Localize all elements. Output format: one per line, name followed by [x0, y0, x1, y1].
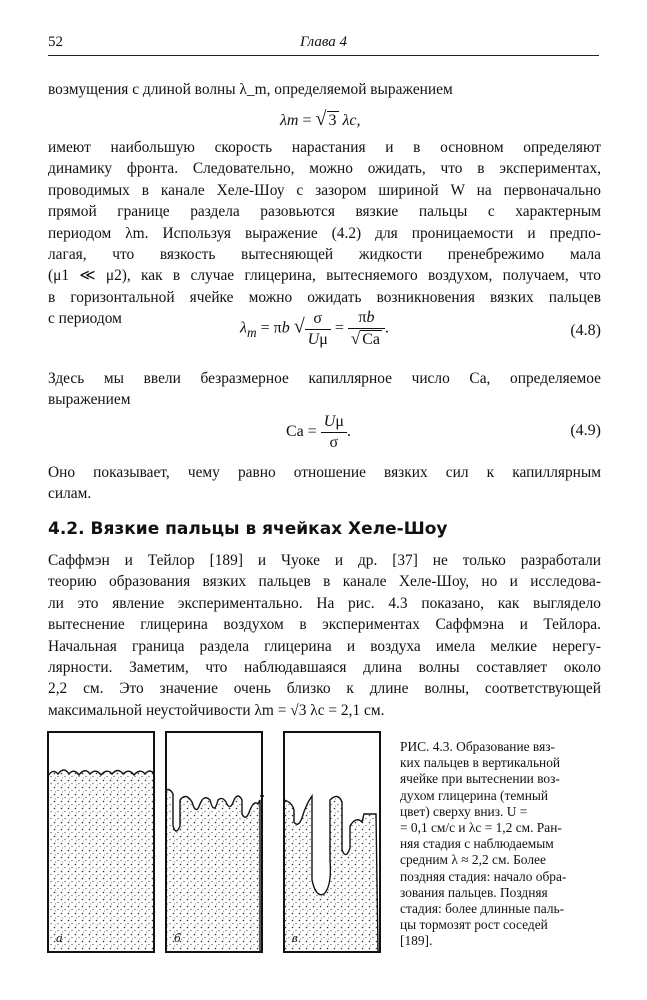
caption-line: РИС. 4.3. Образование вяз- [400, 739, 555, 754]
paragraph-5 [48, 550, 601, 721]
panel-label: в [292, 930, 298, 945]
p5-line: теорию образования вязких пальцев в канале Хеле-Шоу, но и исследова- [48, 573, 601, 591]
p5-line: 2,2 см. Это значение очень близко к длине волны, соответствующей [48, 680, 601, 698]
equation-lambda-m: λm = √ 3 λc, [280, 108, 361, 130]
equation-4-9: Ca = $\frac{U\mu}{\sigma}$ . (4.9) [286, 413, 601, 451]
page-header [48, 34, 599, 54]
paragraph-2 [48, 137, 601, 330]
p2-line: имеют наибольшую скорость нарастания и в основном определяют [48, 139, 601, 156]
p5-line: ли это явление экспериментально. На рис. 4.3 показано, как выглядело [48, 594, 601, 612]
panel-c [284, 732, 380, 952]
p2-line: (μ1 ≪ μ2), как в случае глицерина, вытесняемого воздухом, получаем, что [48, 267, 601, 285]
figure-caption [400, 739, 600, 950]
eq1-tail: λc, [342, 112, 361, 129]
caption-line: духом глицерина (темный [400, 787, 549, 803]
panel-label: а [56, 930, 63, 945]
caption-line: средним λ ≈ 2,2 см. Более [400, 852, 546, 868]
p5-line: максимальной неустойчивости λm = √3 λc = 2,1 см. [48, 701, 385, 719]
paragraph-1: возмущения с длиной волны λ_m, определяемой выражением [48, 81, 453, 98]
section-heading: 4.2. Вязкие пальцы в ячейках Хеле-Шоу [48, 519, 448, 539]
caption-line: зования пальцев. Поздняя [400, 884, 548, 900]
p5-line: Начальная граница раздела глицерина и воздуха имела мелкие нерегу- [48, 637, 601, 655]
p2-line: лагая, что вязкость вытесняющей жидкости пренебрежимо мала [48, 246, 601, 264]
caption-line: [189]. [400, 933, 433, 949]
panel-b [166, 732, 264, 952]
p5-line: вытеснение глицерина воздухом в экспериментах Саффмэна и Тейлора. [48, 616, 601, 634]
p2-line: прямой границе раздела разовьются вязкие пальцы с характерным [48, 203, 601, 221]
p5-line: лярности. Заметим, что наблюдавшаяся длина волны составляет около [48, 659, 601, 677]
p3-line: выражением [48, 391, 131, 409]
equation-number-4-9: (4.9) [570, 422, 601, 439]
p5-line: Саффмэн и Тейлор [189] и Чуоке и др. [37] не только разработали [48, 552, 601, 569]
equation-4-8: $\lambda_m = \pi b$ √ $\frac{\sigma}{U\mu}$ = $\frac{\pi b}{√ Ca}$ . (4.8) [240, 309, 601, 348]
p2-line: проводимых в канале Хеле-Шоу с зазором шириной W на первоначально [48, 181, 601, 199]
panel-label: б [174, 930, 181, 945]
figure-4-3 [46, 730, 396, 960]
equation-number-4-8: (4.8) [570, 322, 601, 339]
caption-line: стадия: более длинные паль- [400, 901, 565, 917]
p2-line: в горизонтальной ячейке можно ожидать возникновения вязких пальцев [48, 288, 601, 306]
p4-line: силам. [48, 485, 92, 503]
p2-line: с периодом [48, 310, 122, 328]
caption-line: ячейке при вытеснении воз- [400, 771, 560, 787]
glycerin-region-b [166, 790, 260, 953]
panel-a [48, 732, 154, 952]
p2-line: динамику фронта. Следовательно, можно ожидать, что в экспериментах, [48, 160, 601, 178]
paragraph-3 [48, 368, 601, 411]
caption-line: поздняя стадия: начало обра- [400, 868, 567, 884]
chapter-title: Глава 4 [299, 34, 348, 50]
p2-line: периодом λm. Используя выражение (4.2) для проницаемости и предпо- [48, 224, 601, 242]
caption-line: няя стадия с наблюдаемым [400, 836, 554, 852]
header-rule [48, 55, 599, 56]
p4-line: Оно показывает, чему равно отношение вязких сил к капиллярным [48, 464, 601, 481]
eq1-radicand: 3 [328, 112, 337, 129]
caption-line: цвет) сверху вниз. U = [400, 803, 528, 819]
page-number: 52 [48, 34, 63, 50]
paragraph-4 [48, 462, 601, 505]
caption-line: цы тормозят рост соседей [400, 917, 548, 933]
p3-line: Здесь мы ввели безразмерное капиллярное число Ca, определяемое [48, 370, 601, 387]
glycerin-region-c [284, 796, 378, 952]
caption-line: ких пальцев в вертикальной [400, 755, 561, 771]
caption-line: = 0,1 см/с и λc = 1,2 см. Ран- [400, 820, 562, 836]
glycerin-region-a [48, 770, 154, 952]
eq1-lhs: λm [280, 112, 299, 129]
